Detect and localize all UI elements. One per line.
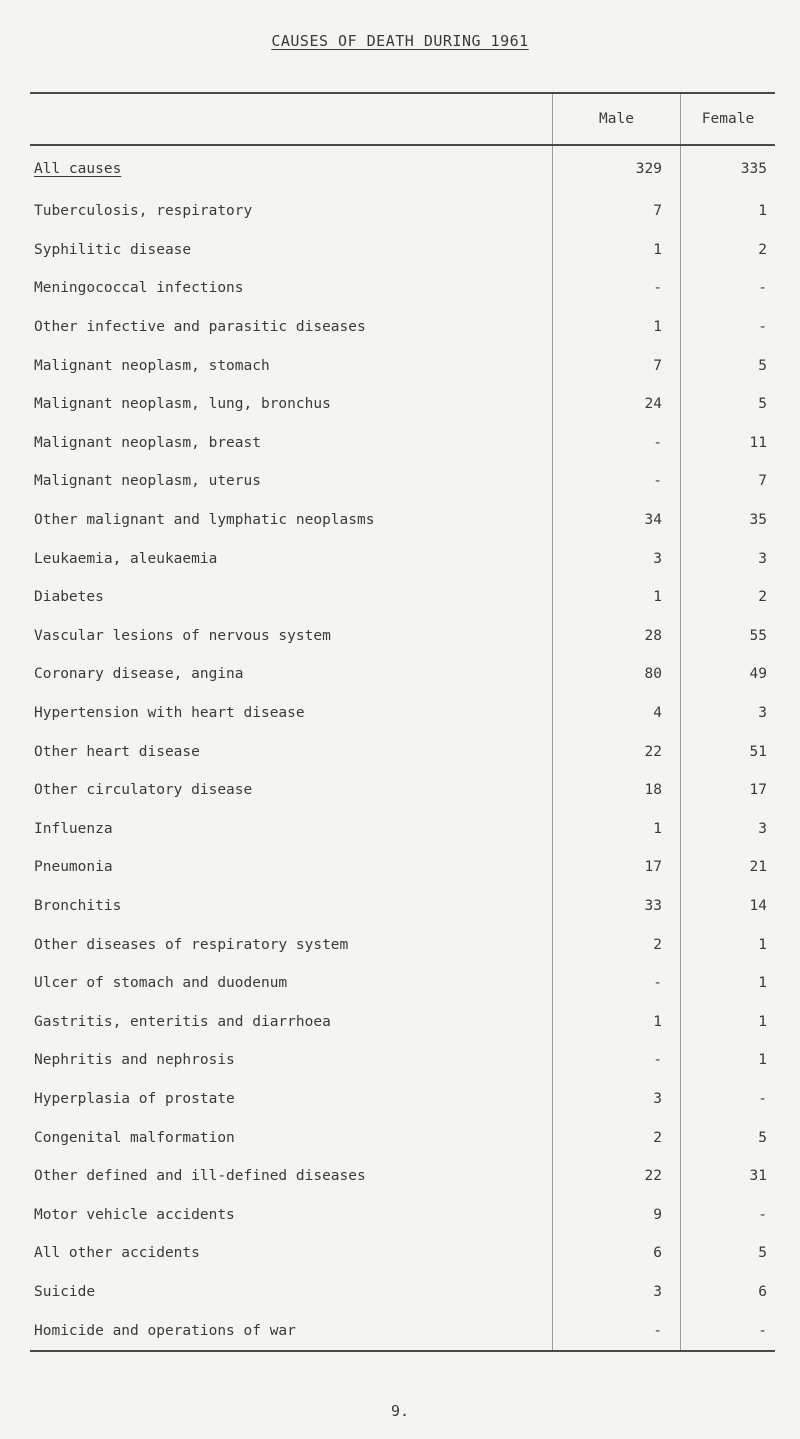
table-row	[30, 1041, 775, 1080]
female-count: -	[680, 308, 775, 347]
female-count: 21	[680, 848, 775, 887]
male-count: 80	[552, 655, 680, 694]
male-count: 1	[552, 810, 680, 849]
table-row	[30, 578, 775, 617]
cause-label	[30, 1284, 552, 1300]
table-row	[30, 771, 775, 810]
cause-label	[30, 396, 552, 412]
table-row	[30, 1002, 775, 1041]
cause-label-text: Homicide and operations of war	[34, 1322, 296, 1339]
header-female: Female	[680, 94, 775, 144]
female-count: 1	[680, 192, 775, 231]
male-count: 7	[552, 346, 680, 385]
female-count: 5	[680, 346, 775, 385]
female-count: 35	[680, 501, 775, 540]
female-count: 1	[680, 1002, 775, 1041]
table-row	[30, 1157, 775, 1196]
male-count: 4	[552, 694, 680, 733]
female-count: 14	[680, 887, 775, 926]
male-count: 7	[552, 192, 680, 231]
table-row	[30, 346, 775, 385]
cause-label-text: Other diseases of respiratory system	[34, 936, 349, 953]
cause-label-text: Pneumonia	[34, 859, 113, 876]
female-count: 11	[680, 424, 775, 463]
male-count: 1	[552, 231, 680, 270]
cause-label-text: Other defined and ill-defined diseases	[34, 1168, 366, 1185]
cause-label	[30, 1130, 552, 1146]
female-count: 51	[680, 732, 775, 771]
table-row	[30, 539, 775, 578]
cause-label	[30, 435, 552, 451]
page-number: 9.	[390, 1402, 410, 1420]
cause-label-text: Leukaemia, aleukaemia	[34, 550, 218, 567]
table-row	[30, 732, 775, 771]
female-count: 5	[680, 1118, 775, 1157]
female-count: 7	[680, 462, 775, 501]
cause-label-text: All causes	[34, 161, 122, 177]
female-count: 2	[680, 231, 775, 270]
cause-label-text: Malignant neoplasm, stomach	[34, 357, 270, 374]
male-count: 2	[552, 1118, 680, 1157]
female-count: 3	[680, 539, 775, 578]
cause-label	[30, 1091, 552, 1107]
female-count: 2	[680, 578, 775, 617]
cause-label	[30, 628, 552, 644]
cause-label-text: Other circulatory disease	[34, 782, 253, 799]
table-row	[30, 1118, 775, 1157]
cause-label-text: Motor vehicle accidents	[34, 1206, 235, 1223]
table-row	[30, 1080, 775, 1119]
cause-label-text: Ulcer of stomach and duodenum	[34, 975, 288, 992]
cause-label	[30, 975, 552, 991]
cause-label	[30, 782, 552, 798]
cause-label	[30, 203, 552, 219]
male-count: 329	[552, 146, 680, 192]
male-count: -	[552, 1311, 680, 1350]
male-count: 1	[552, 308, 680, 347]
table-row	[30, 231, 775, 270]
cause-label-text: All other accidents	[34, 1245, 200, 1262]
female-count: -	[680, 1311, 775, 1350]
male-count: 22	[552, 732, 680, 771]
female-count: 17	[680, 771, 775, 810]
male-count: -	[552, 462, 680, 501]
header-male: Male	[552, 94, 680, 144]
cause-label-text: Malignant neoplasm, uterus	[34, 473, 261, 490]
cause-label-text: Meningococcal infections	[34, 280, 244, 297]
male-count: 3	[552, 539, 680, 578]
female-count: -	[680, 269, 775, 308]
table-row	[30, 810, 775, 849]
female-count: 6	[680, 1273, 775, 1312]
table-row	[30, 925, 775, 964]
cause-label	[30, 280, 552, 296]
male-count: 1	[552, 1002, 680, 1041]
cause-label-text: Other heart disease	[34, 743, 200, 760]
female-count: 5	[680, 385, 775, 424]
male-count: 24	[552, 385, 680, 424]
table-row	[30, 385, 775, 424]
cause-label-text: Other infective and parasitic diseases	[34, 319, 366, 336]
male-count: -	[552, 964, 680, 1003]
cause-label-text: Vascular lesions of nervous system	[34, 627, 331, 644]
cause-label	[30, 1014, 552, 1030]
female-count: -	[680, 1195, 775, 1234]
cause-label	[30, 473, 552, 489]
male-count: 33	[552, 887, 680, 926]
cause-label	[30, 589, 552, 605]
female-count: 1	[680, 925, 775, 964]
cause-label-text: Malignant neoplasm, lung, bronchus	[34, 396, 331, 413]
table-row	[30, 848, 775, 887]
male-count: -	[552, 424, 680, 463]
cause-label	[30, 1052, 552, 1068]
cause-label	[30, 551, 552, 567]
cause-label-text: Malignant neoplasm, breast	[34, 434, 261, 451]
page-title	[0, 32, 800, 50]
cause-label	[30, 512, 552, 528]
male-count: 3	[552, 1080, 680, 1119]
cause-label-text: Diabetes	[34, 589, 104, 606]
cause-label-text: Syphilitic disease	[34, 241, 192, 258]
table-row	[30, 1234, 775, 1273]
table-row	[30, 617, 775, 656]
male-count: 3	[552, 1273, 680, 1312]
cause-label-text: Influenza	[34, 820, 113, 837]
table-row	[30, 146, 775, 192]
cause-label	[30, 161, 552, 177]
cause-label-text: Congenital malformation	[34, 1129, 235, 1146]
cause-label	[30, 1168, 552, 1184]
cause-label	[30, 1323, 552, 1339]
table-row	[30, 269, 775, 308]
cause-label	[30, 319, 552, 335]
cause-label-text: Bronchitis	[34, 897, 122, 914]
table-row	[30, 1273, 775, 1312]
male-count: 34	[552, 501, 680, 540]
page-title-text: CAUSES OF DEATH DURING 1961	[271, 32, 529, 50]
male-count: 17	[552, 848, 680, 887]
cause-label-text: Gastritis, enteritis and diarrhoea	[34, 1013, 331, 1030]
table-row	[30, 964, 775, 1003]
female-count: 5	[680, 1234, 775, 1273]
female-count: 3	[680, 810, 775, 849]
male-count: 28	[552, 617, 680, 656]
cause-label	[30, 937, 552, 953]
cause-label-text: Tuberculosis, respiratory	[34, 203, 253, 220]
table-row	[30, 1311, 775, 1350]
cause-label	[30, 666, 552, 682]
table-row	[30, 192, 775, 231]
female-count: 49	[680, 655, 775, 694]
table-row	[30, 424, 775, 463]
cause-label-text: Suicide	[34, 1283, 96, 1300]
female-count: 3	[680, 694, 775, 733]
female-count: 55	[680, 617, 775, 656]
female-count: 31	[680, 1157, 775, 1196]
table-row	[30, 694, 775, 733]
female-count: -	[680, 1080, 775, 1119]
male-count: 9	[552, 1195, 680, 1234]
cause-label-text: Hypertension with heart disease	[34, 705, 305, 722]
male-count: -	[552, 269, 680, 308]
female-count: 1	[680, 964, 775, 1003]
cause-label	[30, 1245, 552, 1261]
cause-label	[30, 705, 552, 721]
cause-label	[30, 242, 552, 258]
male-count: 22	[552, 1157, 680, 1196]
male-count: 18	[552, 771, 680, 810]
cause-label-text: Hyperplasia of prostate	[34, 1090, 235, 1107]
female-count: 1	[680, 1041, 775, 1080]
table-row	[30, 308, 775, 347]
cause-label-text: Other malignant and lymphatic neoplasms	[34, 512, 375, 529]
cause-label	[30, 744, 552, 760]
cause-label-text: Nephritis and nephrosis	[34, 1052, 235, 1069]
cause-label	[30, 1207, 552, 1223]
male-count: 1	[552, 578, 680, 617]
table-row	[30, 887, 775, 926]
male-count: 2	[552, 925, 680, 964]
cause-label	[30, 821, 552, 837]
table-header-row	[30, 94, 775, 146]
female-count: 335	[680, 146, 775, 192]
cause-label	[30, 358, 552, 374]
cause-label	[30, 898, 552, 914]
causes-of-death-table	[30, 92, 775, 1352]
table-body	[30, 146, 775, 1350]
cause-label	[30, 859, 552, 875]
cause-label-text: Coronary disease, angina	[34, 666, 244, 683]
table-row	[30, 655, 775, 694]
male-count: 6	[552, 1234, 680, 1273]
table-row	[30, 501, 775, 540]
table-row	[30, 462, 775, 501]
table-row	[30, 1195, 775, 1234]
male-count: -	[552, 1041, 680, 1080]
